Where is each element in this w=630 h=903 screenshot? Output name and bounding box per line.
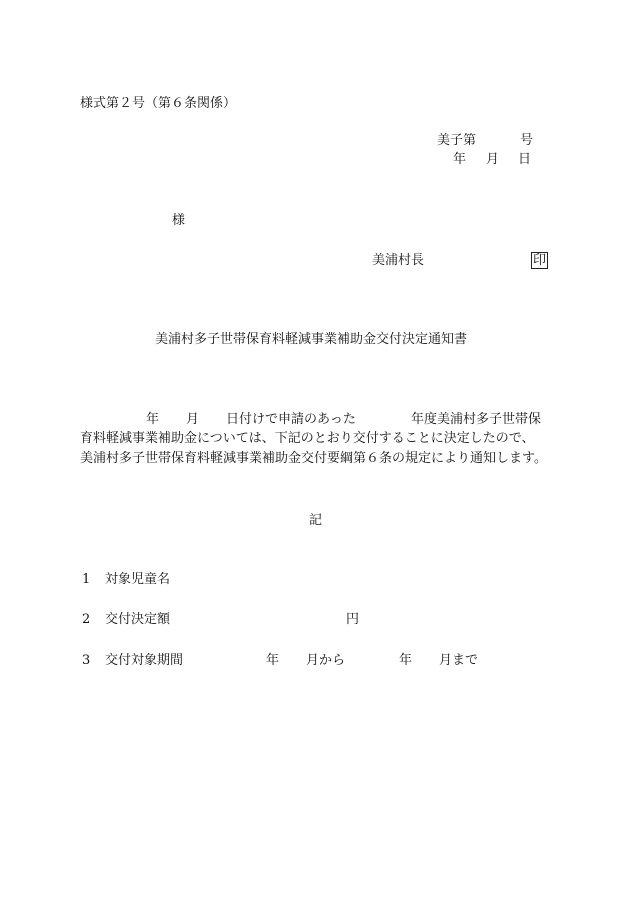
seal-mark: 印 — [533, 253, 547, 268]
item-number: 1 — [82, 572, 91, 587]
body-line1-text: 日付けで申請のあった — [226, 412, 356, 427]
addressee-honorific: 様 — [172, 213, 186, 228]
period-from-year: 年 — [266, 653, 280, 668]
period-from-month: 月から — [306, 653, 346, 668]
date-day-label: 日 — [518, 152, 532, 167]
item-number: 2 — [82, 612, 91, 627]
item-label-period: 交付対象期間 — [105, 653, 184, 668]
body-year-label: 年 — [146, 412, 160, 427]
issuer-title: 美浦村長 — [372, 253, 425, 268]
date-month-label: 月 — [486, 152, 500, 167]
item-number: 3 — [82, 653, 91, 668]
yen-unit: 円 — [346, 612, 360, 627]
period-to-year: 年 — [399, 653, 413, 668]
ki-heading: 記 — [309, 513, 323, 528]
body-fiscal-text: 年度美浦村多子世帯保 — [411, 412, 542, 427]
reference-prefix: 美子第 — [437, 133, 477, 148]
date-year-label: 年 — [453, 152, 467, 167]
period-to-month: 月まで — [439, 653, 479, 668]
body-line3: 美浦村多子世帯保育料軽減事業補助金交付要綱第６条の規定により通知します。 — [80, 451, 547, 466]
reference-suffix: 号 — [520, 133, 534, 148]
document-title: 美浦村多子世帯保育料軽減事業補助金交付決定通知書 — [155, 332, 468, 347]
body-line2: 育料軽減事業補助金については、下記のとおり交付することに決定したので、 — [80, 431, 535, 446]
item-label-child-name: 対象児童名 — [105, 572, 171, 587]
form-number: 様式第２号（第６条関係） — [80, 96, 237, 111]
body-month-label: 月 — [186, 412, 200, 427]
item-label-amount: 交付決定額 — [105, 612, 171, 627]
